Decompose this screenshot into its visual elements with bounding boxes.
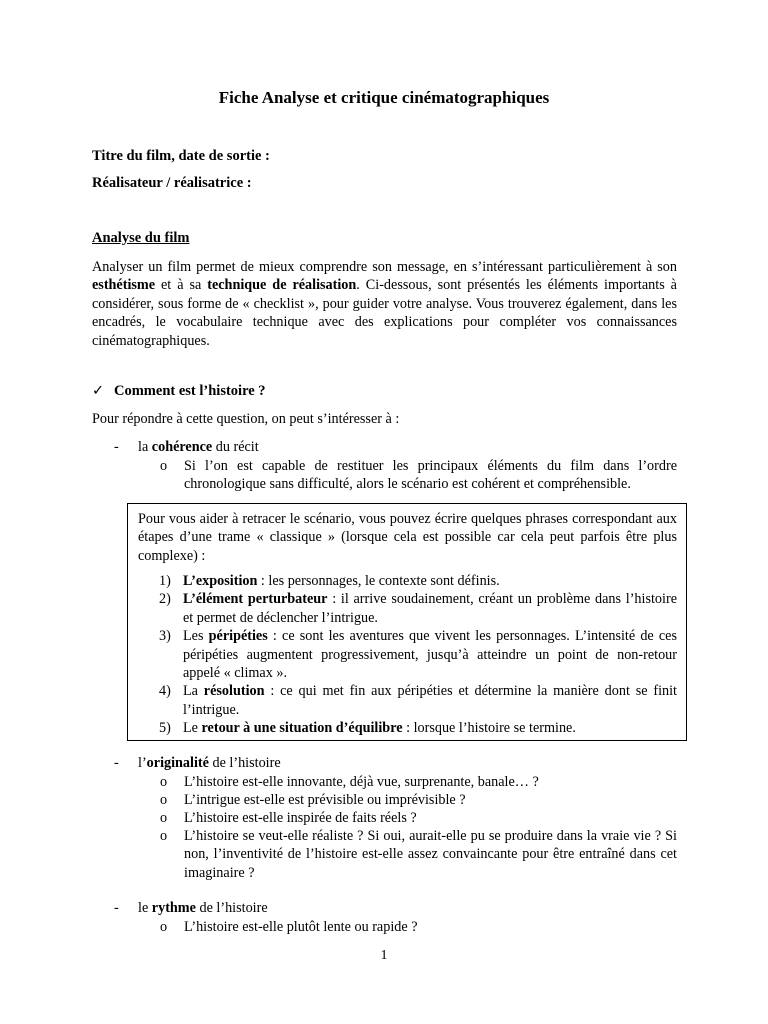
sub-item: o L’histoire est-elle plutôt lente ou rapide ? <box>160 919 418 935</box>
list-item-rythme: - le rythme de l’histoire <box>114 900 268 916</box>
film-title-field-label: Titre du film, date de sortie : <box>92 148 270 164</box>
intro-paragraph: Analyser un film permet de mieux comprendre son message, en s’intéressant particulièrement à son esthétisme et à sa technique de réalisation. Ci-dessous, sont présentés les éléments importants à considérer, sous forme de « checklist », pour guider votre analyse. Vous trouverez également, dans les encadrés, le vocabulaire technique avec des explications pour compléter vos connaissances cinématographiques. <box>92 259 677 349</box>
page-number: 1 <box>380 948 388 963</box>
step-item: 5) Le retour à une situation d’équilibre : lorsque l’histoire se termine. <box>159 720 576 737</box>
step-item: 1) L’exposition : les personnages, le contexte sont définis. <box>159 573 500 589</box>
lead-sentence: Pour répondre à cette question, on peut s’intéresser à : <box>92 411 400 427</box>
info-box <box>127 503 687 741</box>
sub-item: o Si l’on est capable de restituer les principaux éléments du film dans l’ordre chronologique sans difficulté, alors le scénario est cohérent et compréhensible. <box>160 458 677 493</box>
page-title: Fiche Analyse et critique cinématographiques <box>218 88 550 107</box>
sub-item: o L’histoire est-elle innovante, déjà vue, surprenante, banale… ? <box>160 774 539 790</box>
step-item: 2) L’élément perturbateur : il arrive soudainement, créant un problème dans l’histoire et permet de déclencher l’intrigue. <box>159 591 677 626</box>
list-item-originalite: - l’originalité de l’histoire <box>114 755 281 771</box>
director-field-label: Réalisateur / réalisatrice : <box>92 175 252 191</box>
sub-item: o L’histoire est-elle inspirée de faits réels ? <box>160 810 417 826</box>
box-intro: Pour vous aider à retracer le scénario, vous pouvez écrire quelques phrases correspondant aux étapes d’une trame « classique » (lorsque cela est possible car cela peut parfois être plus complexe) : <box>138 511 677 564</box>
list-item-coherence: - la cohérence du récit <box>114 439 259 455</box>
steps-list <box>138 572 677 738</box>
step-item: 3) Les péripéties : ce sont les aventures que vivent les personnages. L’intensité de ces péripéties augmentent progressivement, jusqu’à atteindre un point de non-retour appelé « climax ». <box>159 628 677 682</box>
checklist-question: ✓ Comment est l’histoire ? <box>92 383 266 399</box>
section-heading: Analyse du film <box>92 230 190 246</box>
sub-item: o L’histoire se veut-elle réaliste ? Si oui, aurait-elle pu se produire dans la vraie vie ? Si non, l’inventivité de l’histoire est-elle assez convaincante pour être entraîné dans cet imaginaire ? <box>160 828 677 881</box>
check-icon: ✓ <box>92 383 105 399</box>
step-item: 4) La résolution : ce qui met fin aux péripéties et détermine la manière dont se finit l’intrigue. <box>159 683 677 718</box>
sub-item: o L’intrigue est-elle est prévisible ou imprévisible ? <box>160 792 466 808</box>
